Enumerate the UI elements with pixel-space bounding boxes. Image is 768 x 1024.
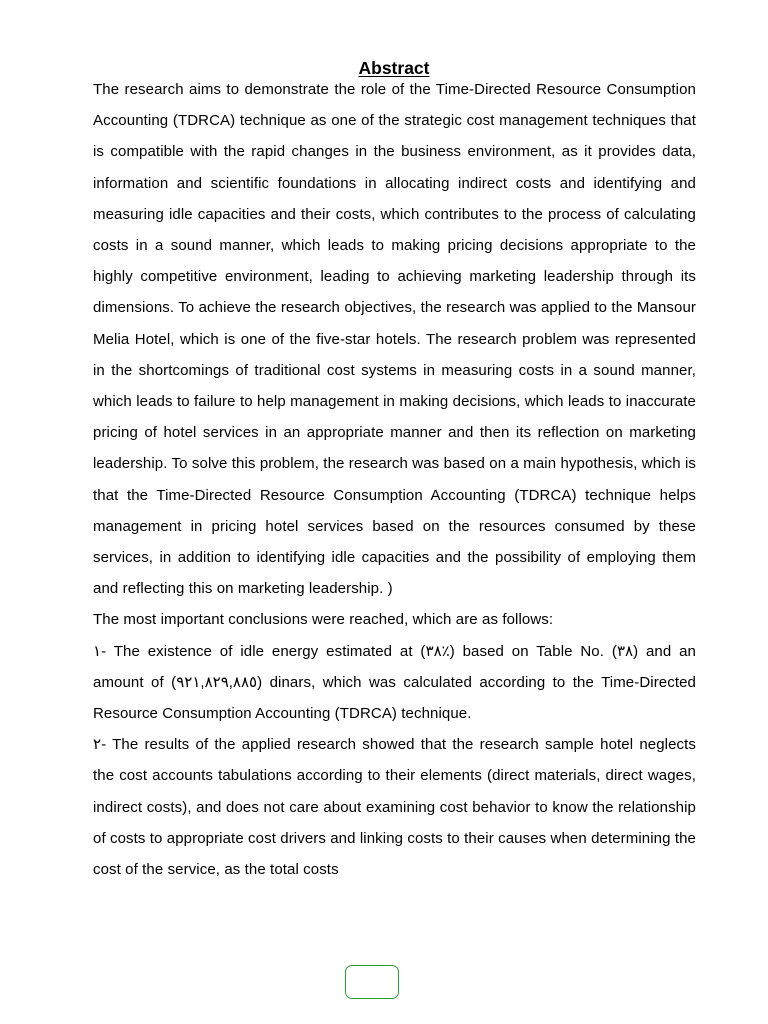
conclusions-intro: The most important conclusions were reached, which are as follows: [93, 611, 554, 629]
page-title: Abstract [358, 57, 430, 78]
abstract-paragraph: The research aims to demonstrate the role of the Time-Directed Resource Consumption Accounting (TDRCA) technique as one of the strategic cost management techniques that is compatible with the rapid changes in the business environment, as it provides data, information and scientific foundations in allocating indirect costs and identifying and measuring idle capacities and their costs, which contributes to the process of calculating costs in a sound manner, which leads to making pricing decisions appropriate to the highly competitive environment, leading to achieving marketing leadership through its dimensions. To achieve the research objectives, the research was applied to the Mansour Melia Hotel, which is one of the five-star hotels. The research problem was represented in the shortcomings of traditional cost systems in measuring costs in a sound manner, which leads to failure to help management in making decisions, which leads to inaccurate pricing of hotel services in an appropriate manner and then its reflection on marketing leadership. To solve this problem, the research was based on a main hypothesis, which is that the Time-Directed Resource Consumption Accounting (TDRCA) technique helps management in pricing hotel services based on the resources consumed by these services, in addition to identifying idle capacities and the possibility of employing them and reflecting this on marketing leadership. ) [93, 81, 696, 598]
conclusion-item-1: ١- The existence of idle energy estimated at (٣٨٪) based on Table No. (٣٨) and an amount of (٩٢١,٨٢٩,٨٨٥) dinars, which was calculated according to the Time-Directed Resource Consumption Accounting (TDRCA) technique. [93, 642, 696, 723]
page-number-box [345, 965, 399, 999]
abstract-body [93, 74, 696, 885]
conclusion-item-2: ٢- The results of the applied research showed that the research sample hotel neglects the cost accounts tabulations according to their elements (direct materials, direct wages, indirect costs), and does not care about examining cost behavior to know the relationship of costs to appropriate cost drivers and linking costs to their causes when determining the cost of the service, as the total costs [93, 736, 696, 879]
